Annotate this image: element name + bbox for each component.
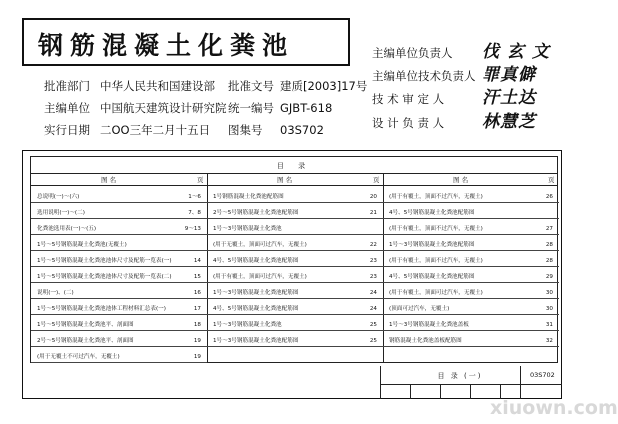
sig-name-4: 林慧芝 [482,112,536,132]
toc-row-title: 4号、5号钢筋混凝土化粪池配筋图 [213,306,299,312]
toc-col-title-header: 图 名 [277,176,293,184]
toc-row-page: 31 [545,322,553,328]
toc-row [213,209,377,217]
toc-row [37,257,201,265]
toc-row [37,273,201,281]
toc-row [213,321,377,329]
toc-row [389,337,553,345]
toc-row [389,305,553,313]
toc-row-title: (用于有覆土，顶面不过汽车，无覆土) [389,194,483,200]
toc-row-page: 20 [369,194,377,200]
title-block-cell-divider [440,384,441,399]
toc-row-title: 1号～3号钢筋混凝土化粪池配筋图 [389,242,475,248]
effective-date: 二OO三年二月十五日 [100,123,211,137]
toc-row-rule [383,250,559,251]
toc-row-rule [31,218,207,219]
title-block-code: 03S702 [530,371,555,379]
toc-row-title: 4号、5号钢筋混凝土化粪池配筋图 [389,210,475,216]
toc-row-page: 32 [545,338,553,344]
toc-row-rule [383,330,559,331]
toc-row-rule [383,234,559,235]
sig-name-2: 罪真僻 [482,65,536,85]
toc-row-page: 1～6 [188,194,201,200]
toc-row [37,193,201,201]
toc-row-page: 26 [545,194,553,200]
toc-row-page: 27 [545,226,553,232]
toc-row-title: 1号～5号钢筋混凝土化粪池池体尺寸及配筋一览表(二) [37,274,172,280]
toc-row-rule [207,298,383,299]
toc-row-page: 7、8 [188,210,201,216]
toc-row-title: (用于有覆土，顶面不过汽车，无覆土) [389,226,483,232]
toc-row-rule [31,202,207,203]
sig-name-3: 汗土达 [482,88,536,108]
toc-row-title: (用于有覆土，顶面可过汽车，无覆土) [213,274,307,280]
toc-row-rule [207,250,383,251]
toc-row-page: 21 [369,210,377,216]
toc-col-page-header: 页 [197,176,204,184]
toc-row-title: (用于无覆土，顶面可过汽车，无覆土) [213,242,307,248]
toc-row-rule [31,346,207,347]
editor-unit: 中国航天建筑设计研究院 [100,101,227,115]
toc-row-page: 24 [369,290,377,296]
toc-row-page: 19 [193,338,201,344]
toc-row-rule [31,362,207,363]
atlas-no: 03S702 [280,123,324,137]
toc-row-title: 1号～3号钢筋混凝土化粪池 [213,322,282,328]
toc-row-rule [31,282,207,283]
toc-row-page: 28 [545,242,553,248]
toc-row-rule [31,250,207,251]
toc-row-page: 22 [369,242,377,248]
uniform-no: GJBT-618 [280,101,333,115]
toc-row-rule [207,346,383,347]
toc-col-title-header: 图 名 [453,176,469,184]
toc-rule [31,185,557,186]
toc-row-rule [207,218,383,219]
toc-row [37,225,201,233]
toc-row-title: 1号～3号钢筋混凝土化粪池盖板 [389,322,469,328]
approval-dept-label: 批准部门 [44,79,90,93]
toc-row-title: (用于有覆土，顶面不过汽车，无覆土) [389,258,483,264]
toc-row-page: 23 [369,258,377,264]
toc-row-rule [31,266,207,267]
toc-row [213,273,377,281]
toc-row-page: 18 [193,322,201,328]
toc-row [37,241,201,249]
toc-row [389,321,553,329]
toc-row [37,209,201,217]
title-block-cell-divider [470,384,471,399]
toc-row-rule [207,266,383,267]
approval-dept: 中华人民共和国建设部 [100,79,215,93]
toc-row [389,209,553,217]
toc-row-title: (用于有覆土，顶面可过汽车，无覆土) [389,290,483,296]
toc-rule [31,173,557,174]
toc-row-title: 1号～3号钢筋混凝土化粪池 [213,226,282,232]
toc-row [37,305,201,313]
toc-row-title: 1号～3号钢筋混凝土化粪池配筋图 [213,290,299,296]
toc-row-rule [207,282,383,283]
toc-row-title: 化粪池选用表(一)～(五) [37,226,97,232]
uniform-no-label: 统一编号 [228,101,274,115]
toc-row [213,305,377,313]
toc-row-page: 15 [193,274,201,280]
toc-row-title: 钢筋混凝土化粪池盖板配筋图 [389,338,462,344]
sig-role-3: 技 术 审 定 人 [372,92,445,106]
toc-row [213,337,377,345]
toc-row-title: 说明(一)、(二) [37,290,74,296]
toc-row [389,225,553,233]
toc-row-page: 28 [545,258,553,264]
toc-row-rule [383,346,559,347]
toc-row [37,289,201,297]
toc-row-page: 23 [369,274,377,280]
toc-col-page-header: 页 [548,176,555,184]
toc-row-title: 4号、5号钢筋混凝土化粪池配筋图 [213,258,299,264]
toc-row-title: 总说明(一)～(六) [37,194,80,200]
toc-row-rule [383,218,559,219]
sig-role-2: 主编单位技术负责人 [372,69,476,83]
toc-row [37,321,201,329]
toc-row-page: 16 [193,290,201,296]
toc-row-rule [383,266,559,267]
toc-row-rule [207,234,383,235]
toc-table [30,156,558,363]
toc-row [213,289,377,297]
toc-col-page-header: 页 [373,176,380,184]
editor-unit-label: 主编单位 [44,101,90,115]
toc-row [213,225,377,233]
toc-row [213,193,377,201]
sig-role-1: 主编单位负责人 [372,46,453,60]
toc-row-title: 选用说明(一)～(二) [37,210,85,216]
approval-doc: 建质[2003]17号 [280,79,368,93]
toc-col-title-header: 图 名 [101,176,117,184]
approval-doc-label: 批准文号 [228,79,274,93]
toc-row-title: 1号～5号钢筋混凝土化粪池(无覆土) [37,242,127,248]
toc-row [213,257,377,265]
sig-role-4: 设 计 负 责 人 [372,116,445,130]
toc-row-rule [31,314,207,315]
toc-row-rule [31,298,207,299]
toc-row-title: 1号～5号钢筋混凝土化粪池平、剖面图 [37,322,134,328]
toc-row-title: 1号～5号钢筋混凝土化粪池池体工程材料汇总表(一) [37,306,166,312]
toc-row-title: 1号钢筋混凝土化粪池配筋图 [213,194,284,200]
toc-row-rule [31,330,207,331]
toc-row-title: 2号～5号钢筋混凝土化粪池配筋图 [213,210,299,216]
toc-row [37,337,201,345]
toc-row-page: 25 [369,338,377,344]
title-block-name: 目 录 (一) [437,372,483,380]
toc-row [213,241,377,249]
toc-row-title: 4号、5号钢筋混凝土化粪池配筋图 [389,274,475,280]
toc-row-title: 1号～5号钢筋混凝土化粪池池体尺寸及配筋一览表(一) [37,258,172,264]
toc-row [389,193,553,201]
toc-row-page: 30 [545,306,553,312]
toc-row-rule [383,282,559,283]
toc-row [389,257,553,265]
toc-row-page: 9～13 [184,226,201,232]
title-block-cell-divider [410,384,411,399]
toc-row [37,353,201,361]
toc-row-page: 19 [193,354,201,360]
toc-row-rule [31,234,207,235]
title-block-cell-divider [500,384,501,399]
toc-row-rule [383,298,559,299]
toc-row [389,241,553,249]
watermark: xiuown.com [490,397,618,419]
toc-row-rule [207,330,383,331]
toc-row-rule [207,202,383,203]
title-box [22,18,350,66]
atlas-no-label: 图集号 [228,123,263,137]
toc-heading: 目 录 [276,162,312,170]
toc-row-title: (用于无覆土不可过汽车，无覆土) [37,354,120,360]
toc-row-title: (顶面可过汽车，无覆土) [389,306,450,312]
toc-row-title: 2号～5号钢筋混凝土化粪池平、剖面图 [37,338,134,344]
toc-row-page: 24 [369,306,377,312]
toc-row [389,289,553,297]
toc-row-rule [207,314,383,315]
toc-row-page: 30 [545,290,553,296]
toc-row-page: 14 [193,258,201,264]
title-block-divider [520,366,521,399]
sig-name-1: 伐 玄 文 [482,42,550,62]
toc-row-rule [383,202,559,203]
toc-row-page: 17 [193,306,201,312]
toc-row [389,273,553,281]
toc-row-title: 1号～3号钢筋混凝土化粪池配筋图 [213,338,299,344]
toc-row-page: 25 [369,322,377,328]
toc-row-page: 29 [545,274,553,280]
page-title: 钢筋混凝土化粪池 [38,31,295,60]
effective-date-label: 实行日期 [44,123,90,137]
title-block-rule [380,384,562,385]
toc-row-rule [383,314,559,315]
